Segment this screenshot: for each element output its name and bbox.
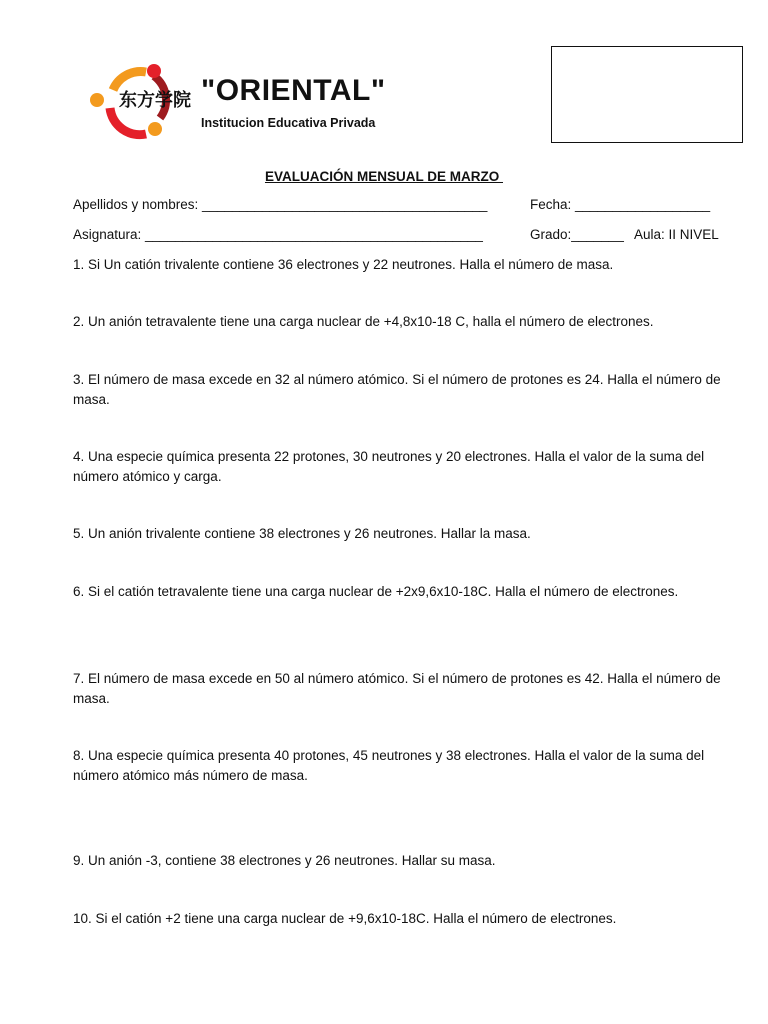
logo-dot-left [90,93,104,107]
grade-box [551,46,743,143]
question-4: 4. Una especie química presenta 22 protones, 30 neutrones y 20 electrones. Halla el valor de la suma del número atómico y carga. [73,449,705,484]
grado-field[interactable]: Grado:_______ [530,227,624,242]
aula-field: Aula: II NIVEL [634,227,719,242]
logo-arc-bottom [110,108,146,135]
question-9: 9. Un anión -3, contiene 38 electrones y 26 neutrones. Hallar su masa. [73,853,496,868]
question-10: 10. Si el catión +2 tiene una carga nuclear de +9,6x10-18C. Halla el número de electrones. [73,911,617,926]
apellidos-field[interactable]: Apellidos y nombres: ______________________________________ [73,197,488,212]
question-3: 3. El número de masa excede en 32 al número atómico. Si el número de protones es 24. Halla el número de masa. [73,372,721,407]
logo-cjk-text: 东方学院 [119,90,191,111]
question-2: 2. Un anión tetravalente tiene una carga nuclear de +4,8x10-18 C, halla el número de electrones. [73,314,654,329]
school-name: "ORIENTAL" [201,74,386,107]
logo-dot-bottom [148,122,162,136]
logo-arc-top [113,72,146,90]
fecha-field[interactable]: Fecha: __________________ [530,197,711,212]
question-6: 6. Si el catión tetravalente tiene una carga nuclear de +2x9,6x10-18C. Halla el número de electrones. [73,584,679,599]
question-7: 7. El número de masa excede en 50 al número atómico. Si el número de protones es 42. Halla el número de masa. [73,671,721,706]
question-8: 8. Una especie química presenta 40 protones, 45 neutrones y 38 electrones. Halla el valor de la suma del número atómico más número de masa. [73,748,705,783]
exam-title: EVALUACIÓN MENSUAL DE MARZO [264,169,503,184]
asignatura-field[interactable]: Asignatura: _____________________________________________ [73,227,483,242]
question-5: 5. Un anión trivalente contiene 38 electrones y 26 neutrones. Hallar la masa. [73,526,531,541]
logo-dot-top [147,64,161,78]
question-1: 1. Si Un catión trivalente contiene 36 electrones y 22 neutrones. Halla el número de masa. [73,257,614,272]
school-subtitle: Institucion Educativa Privada [201,116,376,130]
